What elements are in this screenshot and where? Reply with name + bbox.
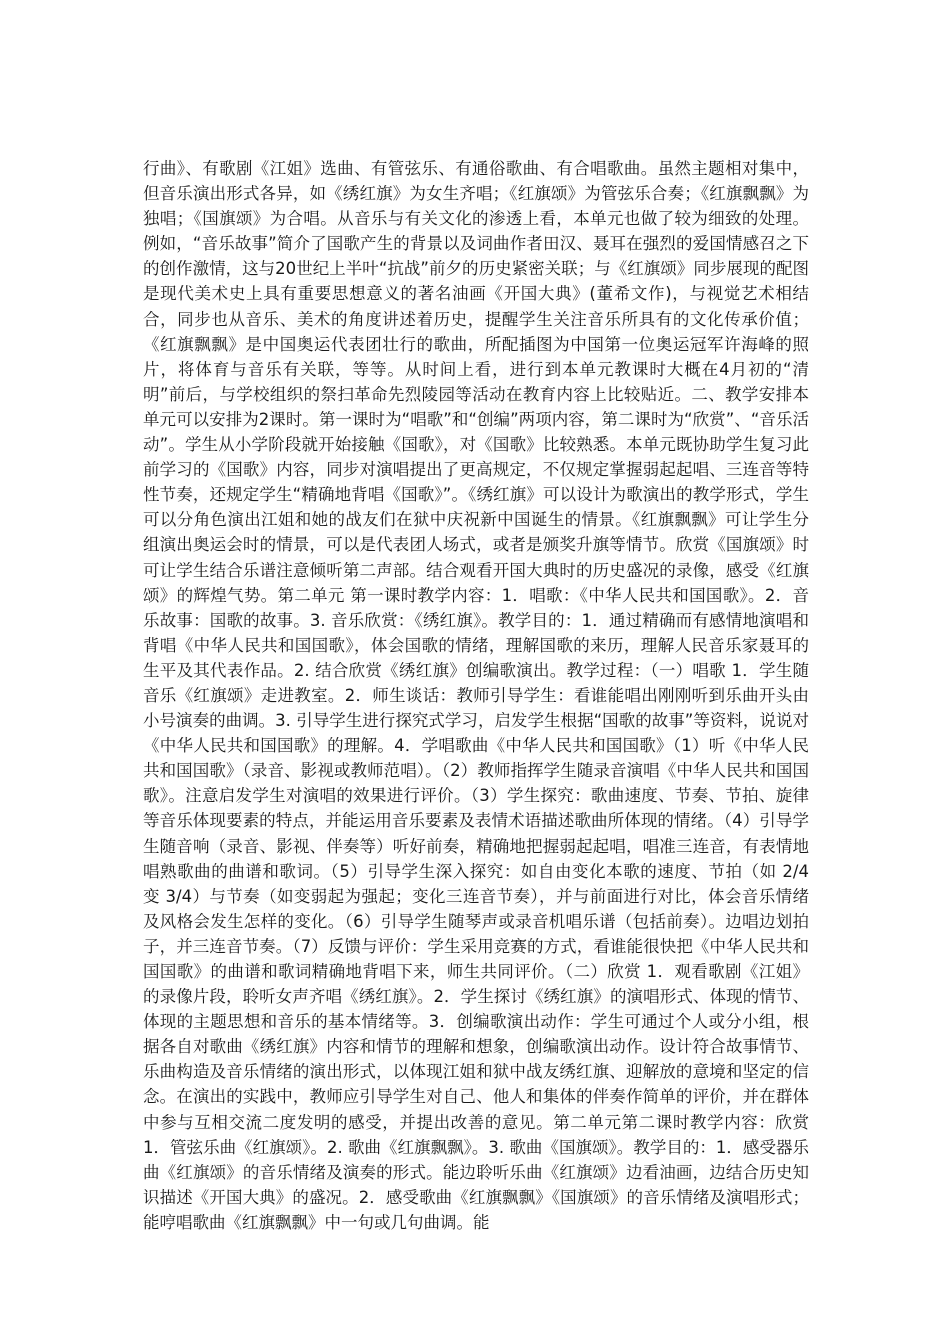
body-text: 行曲》、有歌剧《江姐》选曲、有管弦乐、有通俗歌曲、有合唱歌曲。虽然主题相对集中，但音乐演出形式各异，如《绣红旗》为女生齐唱；《红旗颂》为管弦乐合奏；《红旗飘飘》为独唱；《国旗颂》为合唱。从音乐与有关文化的渗透上看，本单元也做了较为细致的处理。例如，“音乐故事”简介了国歌产生的背景以及词曲作者田汉、聂耳在强烈的爱国情感召之下的创作激情，这与20世纪上半叶“抗战”前夕的历史紧密关联；与《红旗颂》同步展现的配图是现代美术史上具有重要思想意义的著名油画《开国大典》(董希文作)，与视觉艺术相结合，同步也从音乐、美术的角度讲述着历史，提醒学生关注音乐所具有的文化传承价值；《红旗飘飘》是中国奥运代表团壮行的歌曲，所配插图为中国第一位奥运冠军许海峰的照片，将体育与音乐有关联，等等。从时间上看，进行到本单元教课时大概在4月初的“清明”前后，与学校组织的祭扫革命先烈陵园等活动在教育内容上比较贴近。二、教学安排本单元可以安排为2课时。第一课时为“唱歌”和“创编”两项内容，第二课时为“欣赏”、“音乐活动”。学生从小学阶段就开始接触《国歌》，对《国歌》比较熟悉。本单元既协助学生复习此前学习的《国歌》内容，同步对演唱提出了更高规定，不仅规定掌握弱起起唱、三连音等特性节奏，还规定学生“精确地背唱《国歌》”。《绣红旗》可以设计为歌演出的教学形式，学生可以分角色演出江姐和她的战友们在狱中庆祝新中国诞生的情景。《红旗飘飘》可让学生分组演出奥运会时的情景，可以是代表团人场式，或者是颁奖升旗等情节。欣赏《国旗颂》时可让学生结合乐谱注意倾听第二声部。结合观看开国大典时的历史盛况的录像，感受《红旗颂》的辉煌气势。第二单元 第一课时教学内容：1．唱歌：《中华人民共和国国歌》。2．音乐故事：国歌的故事。3. 音乐欣赏：《绣红旗》。教学目的：1．通过精确而有感情地演唱和背唱《中华人民共和国国歌》，体会国歌的情绪，理解国歌的来历，理解人民音乐家聂耳的生平及其代表作品。2. 结合欣赏《绣红旗》创编歌演出。教学过程：（一）唱歌 1．学生随音乐《红旗颂》走进教室。2．师生谈话：教师引导学生：看谁能唱出刚刚听到乐曲开头由小号演奏的曲调。3. 引导学生进行探究式学习，启发学生根据“国歌的故事”等资料，说说对《中华人民共和国国歌》的理解。4．学唱歌曲《中华人民共和国国歌》（1）听《中华人民共和国国歌》（录音、影视或教师范唱）。（2）教师指挥学生随录音演唱《中华人民共和国国歌》。注意启发学生对演唱的效果进行评价。（3）学生探究：歌曲速度、节奏、节拍、旋律等音乐体现要素的特点，并能运用音乐要素及表情术语描述歌曲所体现的情绪。（4）引导学生随音响（录音、影视、伴奏等）听好前奏，精确地把握弱起起唱，唱准三连音，有表情地唱熟歌曲的曲谱和歌词。（5）引导学生深入探究：如自由变化本歌的速度、节拍（如 2/4 变 3/4）与节奏（如变弱起为强起；变化三连音节奏），并与前面进行对比，体会音乐情绪及风格会发生怎样的变化。（6）引导学生随琴声或录音机唱乐谱（包括前奏）。边唱边划拍子，并三连音节奏。（7）反馈与评价：学生采用竞赛的方式，看谁能很快把《中华人民共和国国歌》的曲谱和歌词精确地背唱下来，师生共同评价。（二）欣赏 1．观看歌剧《江姐》的录像片段，聆听女声齐唱《绣红旗》。2．学生探讨《绣红旗》的演唱形式、体现的情节、体现的主题思想和音乐的基本情绪等。3．创编歌演出动作：学生可通过个人或分小组，根据各自对歌曲《绣红旗》内容和情节的理解和想象，创编歌演出动作。设计符合故事情节、乐曲构造及音乐情绪的演出形式，以体现江姐和狱中战友绣红旗、迎解放的意境和坚定的信念。在演出的实践中，教师应引导学生对自己、他人和集体的伴奏作简单的评价，并在群体中参与互相交流二度发明的感受，并提出改善的意见。第二单元第二课时教学内容：欣赏 1．管弦乐曲《红旗颂》。2. 歌曲《红旗飘飘》。3. 歌曲《国旗颂》。教学目的：1．感受器乐曲《红旗颂》的音乐情绪及演奏的形式。能边聆听乐曲《红旗颂》边看油画，边结合历史知识描述《开国大典》的盛况。2．感受歌曲《红旗飘飘》《国旗颂》的音乐情绪及演唱形式；能哼唱歌曲《红旗飘飘》中一句或几句曲调。能 xyxy=(143,159,809,1232)
